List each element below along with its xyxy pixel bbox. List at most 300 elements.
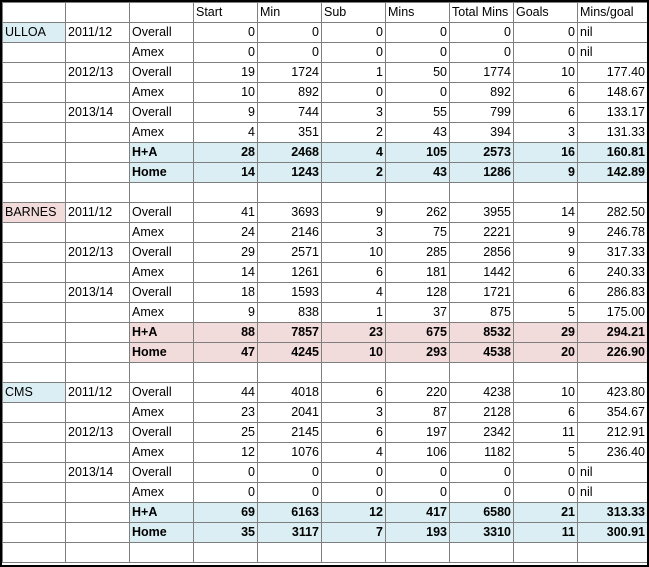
empty-cell[interactable] — [450, 183, 514, 203]
mins-total-cell[interactable]: 105 — [386, 143, 450, 163]
mins-cell[interactable]: 285 — [386, 243, 450, 263]
goals-cell[interactable]: 0 — [514, 463, 578, 483]
empty-cell[interactable] — [3, 443, 66, 463]
mins-per-goal-total-cell[interactable]: 313.33 — [578, 503, 648, 523]
total-cell[interactable]: 0 — [450, 43, 514, 63]
mins-per-goal-cell[interactable]: 246.78 — [578, 223, 648, 243]
empty-cell[interactable] — [3, 43, 66, 63]
mins-cell[interactable]: 0 — [386, 23, 450, 43]
goals-cell[interactable]: 5 — [514, 303, 578, 323]
player-name[interactable]: BARNES — [3, 203, 66, 223]
empty-cell[interactable] — [66, 483, 130, 503]
goals-cell[interactable]: 11 — [514, 423, 578, 443]
min-cell[interactable]: 0 — [258, 23, 322, 43]
total-cell[interactable]: 1774 — [450, 63, 514, 83]
mins-per-goal-cell[interactable]: 286.83 — [578, 283, 648, 303]
mins-per-goal-cell[interactable]: 177.40 — [578, 63, 648, 83]
type-cell[interactable]: Amex — [130, 403, 194, 423]
start-cell[interactable]: 25 — [194, 423, 258, 443]
start-cell[interactable]: 12 — [194, 443, 258, 463]
total-cell[interactable]: 2128 — [450, 403, 514, 423]
season-cell[interactable]: 2013/14 — [66, 283, 130, 303]
goals-cell[interactable]: 6 — [514, 103, 578, 123]
total-cell[interactable]: 3955 — [450, 203, 514, 223]
empty-cell[interactable] — [3, 303, 66, 323]
empty-cell[interactable] — [578, 543, 648, 563]
type-cell[interactable]: Overall — [130, 423, 194, 443]
empty-cell[interactable] — [386, 543, 450, 563]
empty-cell[interactable] — [194, 363, 258, 383]
empty-cell[interactable] — [66, 523, 130, 543]
empty-cell[interactable] — [66, 303, 130, 323]
type-cell[interactable]: Amex — [130, 263, 194, 283]
season-cell[interactable]: 2013/14 — [66, 103, 130, 123]
total-cell[interactable]: 892 — [450, 83, 514, 103]
table-body — [3, 3, 648, 563]
total-total-cell[interactable]: 3310 — [450, 523, 514, 543]
empty-cell[interactable] — [3, 403, 66, 423]
total-cell[interactable]: 2856 — [450, 243, 514, 263]
table-row — [3, 63, 648, 83]
sub-cell[interactable]: 1 — [322, 303, 386, 323]
total-total-cell[interactable]: 2573 — [450, 143, 514, 163]
empty-cell[interactable] — [322, 363, 386, 383]
total-type-cell[interactable]: Home — [130, 163, 194, 183]
total-row — [3, 503, 648, 523]
min-cell[interactable]: 0 — [258, 43, 322, 63]
sub-cell[interactable]: 3 — [322, 103, 386, 123]
total-cell[interactable]: 799 — [450, 103, 514, 123]
blank-row — [3, 543, 648, 563]
empty-cell[interactable] — [3, 83, 66, 103]
min-cell[interactable]: 3693 — [258, 203, 322, 223]
empty-cell[interactable] — [3, 103, 66, 123]
start-cell[interactable]: 0 — [194, 23, 258, 43]
mins-cell[interactable]: 197 — [386, 423, 450, 443]
header-row — [3, 3, 648, 23]
total-cell[interactable]: 0 — [450, 463, 514, 483]
table-row — [3, 423, 648, 443]
min-total-cell[interactable]: 7857 — [258, 323, 322, 343]
mins-cell[interactable]: 128 — [386, 283, 450, 303]
mins-cell[interactable]: 87 — [386, 403, 450, 423]
min-total-cell[interactable]: 4245 — [258, 343, 322, 363]
empty-cell[interactable] — [66, 363, 130, 383]
sub-total-cell[interactable]: 12 — [322, 503, 386, 523]
column-header[interactable] — [66, 3, 130, 23]
empty-cell[interactable] — [3, 143, 66, 163]
min-cell[interactable]: 2146 — [258, 223, 322, 243]
season-cell[interactable]: 2012/13 — [66, 243, 130, 263]
empty-cell[interactable] — [514, 543, 578, 563]
table-row — [3, 383, 648, 403]
goals-cell[interactable]: 6 — [514, 403, 578, 423]
empty-cell[interactable] — [130, 183, 194, 203]
total-cell[interactable]: 2342 — [450, 423, 514, 443]
total-total-cell[interactable]: 1286 — [450, 163, 514, 183]
mins-cell[interactable]: 220 — [386, 383, 450, 403]
season-cell[interactable]: 2011/12 — [66, 383, 130, 403]
goals-cell[interactable]: 6 — [514, 263, 578, 283]
start-total-cell[interactable]: 28 — [194, 143, 258, 163]
empty-cell[interactable] — [3, 183, 66, 203]
mins-per-goal-cell[interactable]: nil — [578, 43, 648, 63]
total-type-cell[interactable]: Home — [130, 523, 194, 543]
mins-per-goal-total-cell[interactable]: 160.81 — [578, 143, 648, 163]
mins-total-cell[interactable]: 193 — [386, 523, 450, 543]
total-cell[interactable]: 0 — [450, 23, 514, 43]
empty-cell[interactable] — [130, 363, 194, 383]
season-cell[interactable]: 2011/12 — [66, 203, 130, 223]
table-row — [3, 303, 648, 323]
table-row — [3, 103, 648, 123]
empty-cell[interactable] — [258, 543, 322, 563]
type-cell[interactable]: Overall — [130, 463, 194, 483]
total-cell[interactable]: 875 — [450, 303, 514, 323]
empty-cell[interactable] — [66, 263, 130, 283]
empty-cell[interactable] — [450, 363, 514, 383]
total-row — [3, 523, 648, 543]
goals-cell[interactable]: 0 — [514, 23, 578, 43]
mins-per-goal-cell[interactable]: 354.67 — [578, 403, 648, 423]
total-cell[interactable]: 394 — [450, 123, 514, 143]
total-cell[interactable]: 1182 — [450, 443, 514, 463]
sub-cell[interactable]: 0 — [322, 463, 386, 483]
type-cell[interactable]: Amex — [130, 443, 194, 463]
min-cell[interactable]: 351 — [258, 123, 322, 143]
goals-cell[interactable]: 3 — [514, 123, 578, 143]
min-total-cell[interactable]: 3117 — [258, 523, 322, 543]
column-header[interactable]: Mins — [386, 3, 450, 23]
start-cell[interactable]: 9 — [194, 303, 258, 323]
min-cell[interactable]: 838 — [258, 303, 322, 323]
start-cell[interactable]: 9 — [194, 103, 258, 123]
empty-cell[interactable] — [66, 503, 130, 523]
sub-total-cell[interactable]: 4 — [322, 143, 386, 163]
sub-cell[interactable]: 0 — [322, 23, 386, 43]
column-header[interactable] — [3, 3, 66, 23]
mins-total-cell[interactable]: 43 — [386, 163, 450, 183]
empty-cell[interactable] — [66, 443, 130, 463]
empty-cell[interactable] — [514, 363, 578, 383]
mins-per-goal-cell[interactable]: 240.33 — [578, 263, 648, 283]
empty-cell[interactable] — [66, 43, 130, 63]
player-name[interactable]: CMS — [3, 383, 66, 403]
empty-cell[interactable] — [66, 183, 130, 203]
goals-cell[interactable]: 5 — [514, 443, 578, 463]
mins-per-goal-total-cell[interactable]: 226.90 — [578, 343, 648, 363]
min-total-cell[interactable]: 2468 — [258, 143, 322, 163]
mins-per-goal-total-cell[interactable]: 294.21 — [578, 323, 648, 343]
goals-cell[interactable]: 10 — [514, 383, 578, 403]
empty-cell[interactable] — [3, 283, 66, 303]
empty-cell[interactable] — [66, 543, 130, 563]
min-cell[interactable]: 1261 — [258, 263, 322, 283]
start-cell[interactable]: 29 — [194, 243, 258, 263]
mins-cell[interactable]: 43 — [386, 123, 450, 143]
sub-cell[interactable]: 4 — [322, 283, 386, 303]
total-row — [3, 323, 648, 343]
sub-total-cell[interactable]: 2 — [322, 163, 386, 183]
sub-cell[interactable]: 0 — [322, 483, 386, 503]
mins-per-goal-cell[interactable]: 148.67 — [578, 83, 648, 103]
empty-cell[interactable] — [3, 463, 66, 483]
empty-cell[interactable] — [66, 343, 130, 363]
empty-cell[interactable] — [258, 183, 322, 203]
type-cell[interactable]: Amex — [130, 223, 194, 243]
mins-per-goal-cell[interactable]: 131.33 — [578, 123, 648, 143]
empty-cell[interactable] — [386, 183, 450, 203]
empty-cell[interactable] — [66, 83, 130, 103]
empty-cell[interactable] — [3, 63, 66, 83]
table-row — [3, 123, 648, 143]
empty-cell[interactable] — [386, 363, 450, 383]
type-cell[interactable]: Overall — [130, 383, 194, 403]
empty-cell[interactable] — [66, 323, 130, 343]
sub-cell[interactable]: 2 — [322, 123, 386, 143]
min-cell[interactable]: 1724 — [258, 63, 322, 83]
start-cell[interactable]: 0 — [194, 463, 258, 483]
total-cell[interactable]: 1442 — [450, 263, 514, 283]
min-cell[interactable]: 4018 — [258, 383, 322, 403]
type-cell[interactable]: Amex — [130, 43, 194, 63]
type-cell[interactable]: Overall — [130, 243, 194, 263]
total-type-cell[interactable]: H+A — [130, 503, 194, 523]
goals-cell[interactable]: 14 — [514, 203, 578, 223]
column-header[interactable]: Start — [194, 3, 258, 23]
min-total-cell[interactable]: 6163 — [258, 503, 322, 523]
sub-cell[interactable]: 4 — [322, 443, 386, 463]
start-total-cell[interactable]: 69 — [194, 503, 258, 523]
table-row — [3, 243, 648, 263]
empty-cell[interactable] — [3, 123, 66, 143]
season-cell[interactable]: 2011/12 — [66, 23, 130, 43]
table-row — [3, 83, 648, 103]
empty-cell[interactable] — [514, 183, 578, 203]
mins-total-cell[interactable]: 675 — [386, 323, 450, 343]
mins-cell[interactable]: 50 — [386, 63, 450, 83]
empty-cell[interactable] — [3, 263, 66, 283]
empty-cell[interactable] — [3, 543, 66, 563]
min-cell[interactable]: 2041 — [258, 403, 322, 423]
empty-cell[interactable] — [3, 483, 66, 503]
empty-cell[interactable] — [3, 243, 66, 263]
type-cell[interactable]: Amex — [130, 483, 194, 503]
type-cell[interactable]: Overall — [130, 203, 194, 223]
mins-per-goal-cell[interactable]: nil — [578, 463, 648, 483]
column-header[interactable]: Mins/goal — [578, 3, 648, 23]
empty-cell[interactable] — [258, 363, 322, 383]
empty-cell[interactable] — [3, 523, 66, 543]
sub-cell[interactable]: 6 — [322, 383, 386, 403]
goals-total-cell[interactable]: 11 — [514, 523, 578, 543]
player-name[interactable]: ULLOA — [3, 23, 66, 43]
min-cell[interactable]: 1076 — [258, 443, 322, 463]
type-cell[interactable]: Amex — [130, 83, 194, 103]
goals-cell[interactable]: 6 — [514, 283, 578, 303]
goals-total-cell[interactable]: 20 — [514, 343, 578, 363]
empty-cell[interactable] — [578, 363, 648, 383]
start-cell[interactable]: 18 — [194, 283, 258, 303]
total-type-cell[interactable]: H+A — [130, 323, 194, 343]
mins-per-goal-total-cell[interactable]: 142.89 — [578, 163, 648, 183]
mins-total-cell[interactable]: 293 — [386, 343, 450, 363]
empty-cell[interactable] — [66, 123, 130, 143]
column-header[interactable]: Goals — [514, 3, 578, 23]
empty-cell[interactable] — [66, 143, 130, 163]
sub-cell[interactable]: 0 — [322, 83, 386, 103]
start-cell[interactable]: 24 — [194, 223, 258, 243]
min-cell[interactable]: 0 — [258, 483, 322, 503]
season-cell[interactable]: 2012/13 — [66, 63, 130, 83]
sub-cell[interactable]: 1 — [322, 63, 386, 83]
mins-cell[interactable]: 106 — [386, 443, 450, 463]
column-header[interactable] — [130, 3, 194, 23]
sub-cell[interactable]: 6 — [322, 263, 386, 283]
sub-total-cell[interactable]: 10 — [322, 343, 386, 363]
start-cell[interactable]: 41 — [194, 203, 258, 223]
mins-per-goal-cell[interactable]: 236.40 — [578, 443, 648, 463]
start-cell[interactable]: 19 — [194, 63, 258, 83]
goals-cell[interactable]: 0 — [514, 43, 578, 63]
mins-per-goal-cell[interactable]: 282.50 — [578, 203, 648, 223]
sub-cell[interactable]: 3 — [322, 223, 386, 243]
total-cell[interactable]: 4238 — [450, 383, 514, 403]
empty-cell[interactable] — [3, 423, 66, 443]
goals-cell[interactable]: 6 — [514, 83, 578, 103]
goals-cell[interactable]: 9 — [514, 243, 578, 263]
empty-cell[interactable] — [194, 543, 258, 563]
type-cell[interactable]: Overall — [130, 63, 194, 83]
empty-cell[interactable] — [130, 543, 194, 563]
min-cell[interactable]: 1593 — [258, 283, 322, 303]
sub-cell[interactable]: 0 — [322, 43, 386, 63]
start-total-cell[interactable]: 47 — [194, 343, 258, 363]
sub-cell[interactable]: 3 — [322, 403, 386, 423]
start-total-cell[interactable]: 88 — [194, 323, 258, 343]
empty-cell[interactable] — [66, 223, 130, 243]
sub-cell[interactable]: 9 — [322, 203, 386, 223]
mins-per-goal-cell[interactable]: nil — [578, 23, 648, 43]
start-cell[interactable]: 0 — [194, 483, 258, 503]
goals-total-cell[interactable]: 29 — [514, 323, 578, 343]
goals-total-cell[interactable]: 16 — [514, 143, 578, 163]
column-header[interactable]: Sub — [322, 3, 386, 23]
empty-cell[interactable] — [66, 163, 130, 183]
empty-cell[interactable] — [194, 183, 258, 203]
table-row — [3, 43, 648, 63]
mins-cell[interactable]: 0 — [386, 83, 450, 103]
total-row — [3, 343, 648, 363]
sub-cell[interactable]: 10 — [322, 243, 386, 263]
total-type-cell[interactable]: H+A — [130, 143, 194, 163]
table-row — [3, 483, 648, 503]
total-type-cell[interactable]: Home — [130, 343, 194, 363]
empty-cell[interactable] — [450, 543, 514, 563]
min-cell[interactable]: 2571 — [258, 243, 322, 263]
empty-cell[interactable] — [3, 503, 66, 523]
empty-cell[interactable] — [3, 363, 66, 383]
empty-cell[interactable] — [66, 403, 130, 423]
mins-cell[interactable]: 37 — [386, 303, 450, 323]
goals-cell[interactable]: 10 — [514, 63, 578, 83]
total-total-cell[interactable]: 8532 — [450, 323, 514, 343]
empty-cell[interactable] — [3, 323, 66, 343]
type-cell[interactable]: Overall — [130, 283, 194, 303]
type-cell[interactable]: Overall — [130, 103, 194, 123]
season-cell[interactable]: 2013/14 — [66, 463, 130, 483]
mins-cell[interactable]: 55 — [386, 103, 450, 123]
empty-cell[interactable] — [3, 163, 66, 183]
goals-cell[interactable]: 9 — [514, 223, 578, 243]
season-cell[interactable]: 2012/13 — [66, 423, 130, 443]
mins-per-goal-cell[interactable]: 133.17 — [578, 103, 648, 123]
sub-cell[interactable]: 6 — [322, 423, 386, 443]
column-header[interactable]: Min — [258, 3, 322, 23]
total-cell[interactable]: 1721 — [450, 283, 514, 303]
min-total-cell[interactable]: 1243 — [258, 163, 322, 183]
total-total-cell[interactable]: 6580 — [450, 503, 514, 523]
goals-total-cell[interactable]: 9 — [514, 163, 578, 183]
goals-cell[interactable]: 0 — [514, 483, 578, 503]
empty-cell[interactable] — [322, 183, 386, 203]
mins-cell[interactable]: 0 — [386, 463, 450, 483]
start-cell[interactable]: 0 — [194, 43, 258, 63]
start-total-cell[interactable]: 14 — [194, 163, 258, 183]
type-cell[interactable]: Amex — [130, 303, 194, 323]
sub-total-cell[interactable]: 7 — [322, 523, 386, 543]
mins-per-goal-cell[interactable]: 317.33 — [578, 243, 648, 263]
start-cell[interactable]: 44 — [194, 383, 258, 403]
start-cell[interactable]: 10 — [194, 83, 258, 103]
mins-cell[interactable]: 181 — [386, 263, 450, 283]
empty-cell[interactable] — [3, 223, 66, 243]
total-row — [3, 143, 648, 163]
empty-cell[interactable] — [578, 183, 648, 203]
mins-cell[interactable]: 0 — [386, 483, 450, 503]
empty-cell[interactable] — [322, 543, 386, 563]
mins-per-goal-total-cell[interactable]: 300.91 — [578, 523, 648, 543]
type-cell[interactable]: Overall — [130, 23, 194, 43]
mins-cell[interactable]: 262 — [386, 203, 450, 223]
min-cell[interactable]: 892 — [258, 83, 322, 103]
empty-cell[interactable] — [3, 343, 66, 363]
column-header[interactable]: Total Mins — [450, 3, 514, 23]
start-cell[interactable]: 23 — [194, 403, 258, 423]
mins-per-goal-cell[interactable]: 423.80 — [578, 383, 648, 403]
table-row — [3, 403, 648, 423]
table-row — [3, 203, 648, 223]
total-cell[interactable]: 0 — [450, 483, 514, 503]
type-cell[interactable]: Amex — [130, 123, 194, 143]
total-total-cell[interactable]: 4538 — [450, 343, 514, 363]
mins-per-goal-cell[interactable]: nil — [578, 483, 648, 503]
min-cell[interactable]: 0 — [258, 463, 322, 483]
min-cell[interactable]: 744 — [258, 103, 322, 123]
start-cell[interactable]: 4 — [194, 123, 258, 143]
mins-per-goal-cell[interactable]: 175.00 — [578, 303, 648, 323]
start-total-cell[interactable]: 35 — [194, 523, 258, 543]
goals-total-cell[interactable]: 21 — [514, 503, 578, 523]
min-cell[interactable]: 2145 — [258, 423, 322, 443]
mins-per-goal-cell[interactable]: 212.91 — [578, 423, 648, 443]
mins-total-cell[interactable]: 417 — [386, 503, 450, 523]
mins-cell[interactable]: 0 — [386, 43, 450, 63]
total-cell[interactable]: 2221 — [450, 223, 514, 243]
start-cell[interactable]: 14 — [194, 263, 258, 283]
mins-cell[interactable]: 75 — [386, 223, 450, 243]
sub-total-cell[interactable]: 23 — [322, 323, 386, 343]
